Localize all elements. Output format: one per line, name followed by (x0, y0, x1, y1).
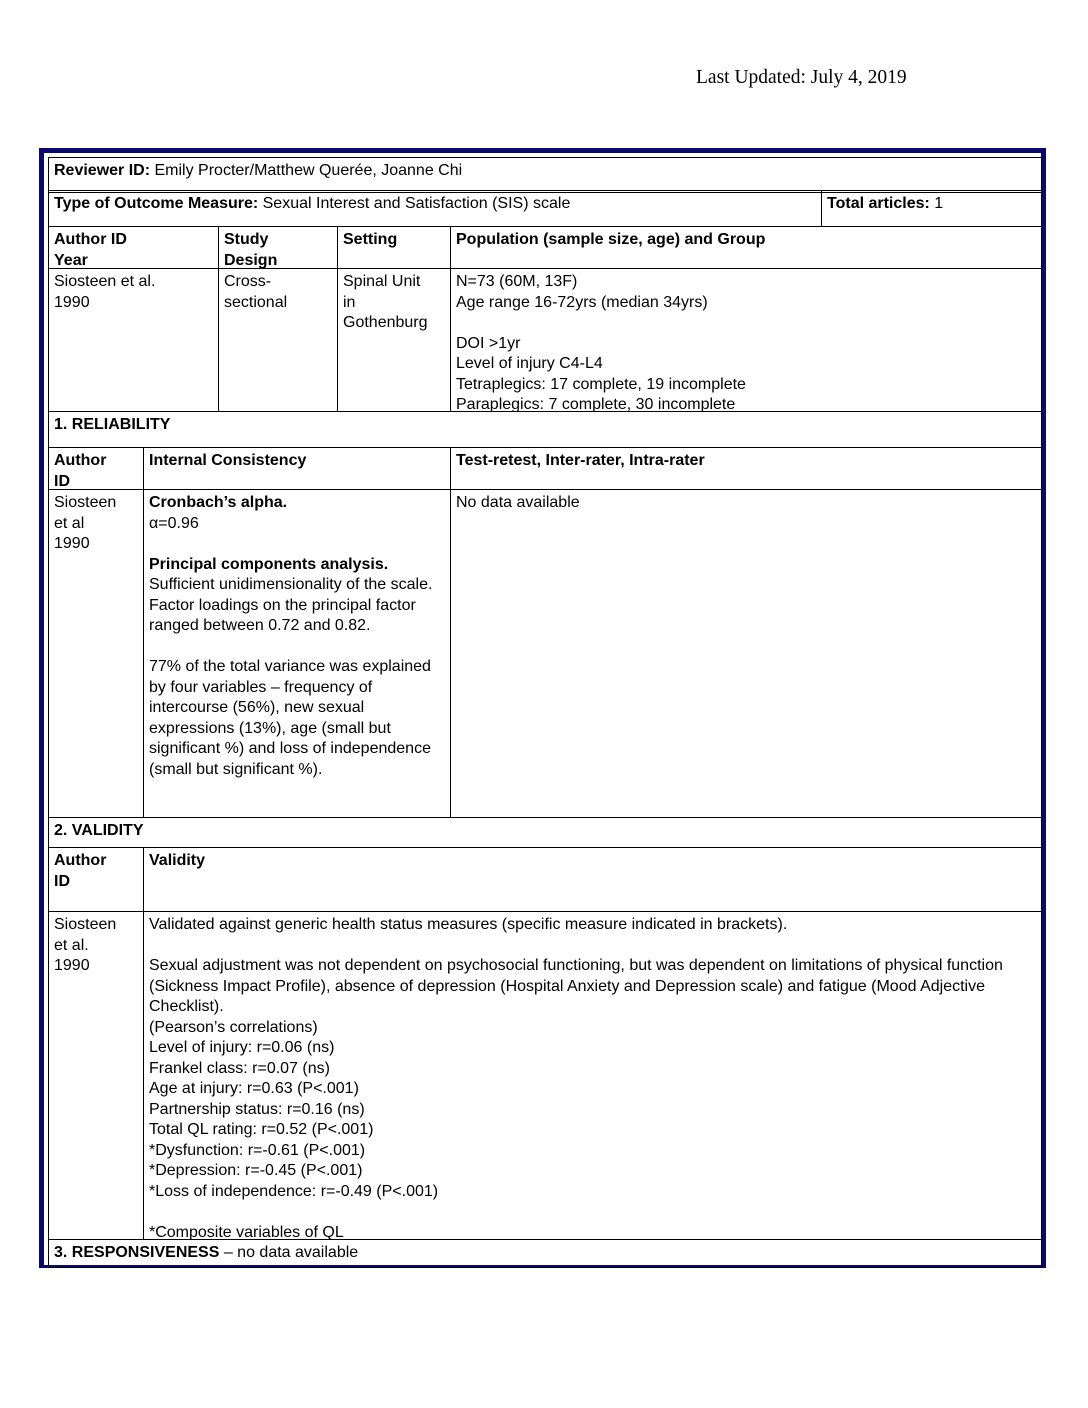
total-articles-value: 1 (929, 195, 944, 212)
correlation-line: (Pearson’s correlations) (149, 1018, 318, 1036)
pca-heading: Principal components analysis. (149, 555, 389, 573)
variance-text: 77% of the total variance was explained by four variables – frequency of intercourse (56%), new sexual expressions (13%), age (small but significant %) and loss of independence (small but significant %). (149, 658, 431, 778)
reliability-test-retest: No data available (450, 489, 1042, 818)
validity-finding: Sexual adjustment was not dependent on psychosocial functioning, but was dependent on limitations of physical function (Sickness Impact Profile), absence of depression (Hospital Anxiety and Depression scale) and fatigue (Mood Adjective Checklist). (149, 957, 1003, 1015)
correlation-line: Frankel class: r=0.07 (ns) (149, 1059, 330, 1077)
outcome-measure-value: Sexual Interest and Satisfaction (SIS) scale (258, 195, 571, 212)
reliability-author: Siosteen et al 1990 (48, 489, 144, 818)
validity-details (143, 911, 1042, 1240)
reviewer-value: Emily Procter/Matthew Querée, Joanne Chi (150, 162, 463, 179)
validity-section-title: 2. VALIDITY (48, 817, 1042, 848)
validity-intro: Validated against generic health status measures (specific measure indicated in brackets). (149, 916, 788, 933)
outcome-measure-table (39, 148, 1046, 1268)
validity-author: Siosteen et al. 1990 (48, 911, 144, 1240)
reliability-header-test-retest: Test-retest, Inter-rater, Intra-rater (450, 447, 1042, 490)
pca-text: Sufficient unidimensionality of the scale. Factor loadings on the principal factor ranged between 0.72 and 0.82. (149, 576, 433, 634)
reliability-header-internal-consistency: Internal Consistency (143, 447, 451, 490)
total-articles-cell (821, 190, 1042, 227)
outcome-measure-label: Type of Outcome Measure: (54, 195, 259, 212)
study-header-setting: Setting (337, 226, 451, 269)
correlation-line: Age at injury: r=0.63 (P<.001) (149, 1080, 359, 1097)
correlation-line: *Loss of independence: r=-0.49 (P<.001) (149, 1182, 439, 1200)
validity-header-validity: Validity (143, 847, 1042, 912)
validity-header-author: Author ID (48, 847, 144, 912)
study-header-design: Study Design (218, 226, 338, 269)
correlation-line: Partnership status: r=0.16 (ns) (149, 1100, 365, 1118)
correlation-line: *Depression: r=-0.45 (P<.001) (149, 1162, 363, 1179)
reliability-header-author: Author ID (48, 447, 144, 490)
responsiveness-row (48, 1239, 1042, 1268)
validity-footnote: *Composite variables of QL (149, 1223, 344, 1240)
reliability-internal-consistency (143, 489, 451, 818)
total-articles-label: Total articles: (827, 195, 930, 212)
study-author: Siosteen et al. 1990 (48, 268, 219, 412)
cronbach-alpha-heading: Cronbach’s alpha. (149, 494, 288, 511)
study-design: Cross- sectional (218, 268, 338, 412)
correlation-line: Level of injury: r=0.06 (ns) (149, 1039, 335, 1056)
study-header-population: Population (sample size, age) and Group (450, 226, 1042, 269)
reviewer-label: Reviewer ID: (54, 162, 151, 179)
last-updated-text: Last Updated: July 4, 2019 (696, 67, 907, 88)
responsiveness-note: – no data available (219, 1244, 359, 1261)
correlation-line: *Dysfunction: r=-0.61 (P<.001) (149, 1141, 366, 1159)
reliability-section-title: 1. RELIABILITY (48, 411, 1042, 448)
responsiveness-title: 3. RESPONSIVENESS (54, 1244, 220, 1261)
cronbach-alpha-value: α=0.96 (149, 514, 199, 532)
correlation-line: Total QL rating: r=0.52 (P<.001) (149, 1121, 374, 1138)
study-population: N=73 (60M, 13F) Age range 16-72yrs (median 34yrs) DOI >1yr Level of injury C4-L4 Tetraplegics: 17 complete, 19 incomplete Paraplegics: 7 complete, 30 incomplete (450, 268, 1042, 412)
study-setting: Spinal Unit in Gothenburg (337, 268, 451, 412)
reviewer-row (48, 157, 1042, 193)
outcome-measure-cell (48, 190, 822, 227)
study-header-author: Author ID Year (48, 226, 219, 269)
